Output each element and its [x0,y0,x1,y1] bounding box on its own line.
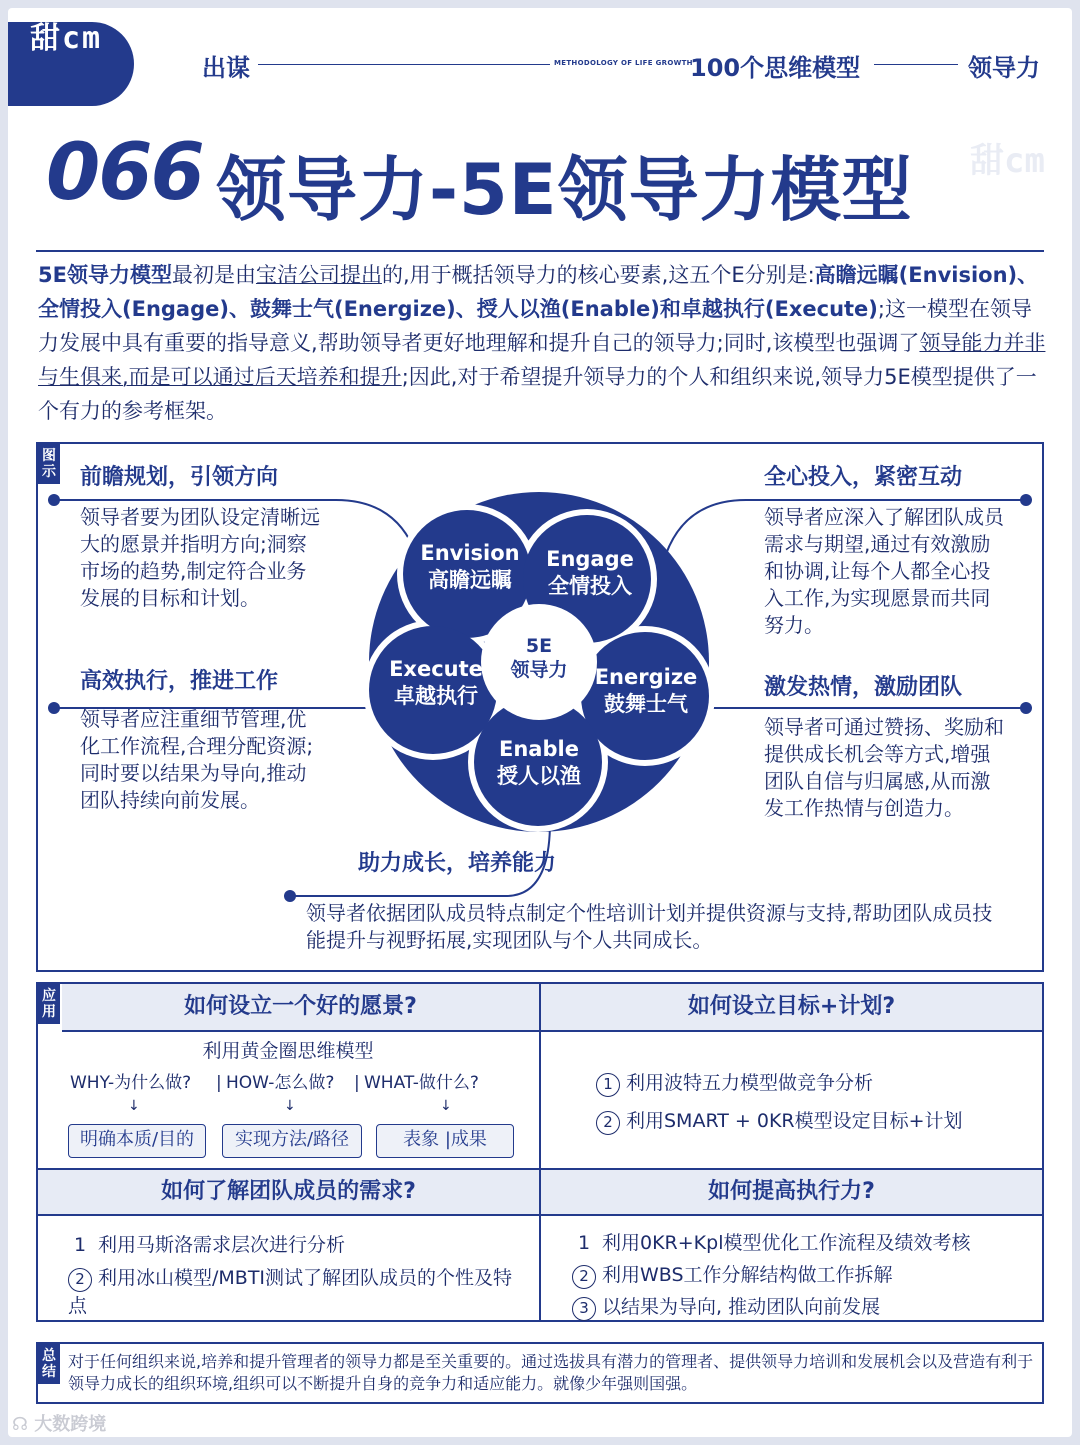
brand-icon: ☊ [12,1414,35,1435]
block-energize-title: 激发热情，激励团队 [764,675,963,700]
q4-item-3-text: 以结果为导向, 推动团队向前发展 [602,1296,881,1318]
petal-engage-zh: 全情投入 [548,574,632,598]
diagram-tag: 图示 [38,444,60,484]
q1-why: WHY-为什么做? [70,1073,192,1093]
connector-dot [1020,702,1032,714]
petal-envision-en: Envision [420,541,520,565]
header-divider [258,64,550,65]
intro-text: ;这一模型在领导力发展中具有重要的指导意义,帮助领导者更好地理解和提升自己的领导力;同时,该模型也强调了 [38,297,1032,355]
q4-item-3-marker: 3 [572,1297,596,1321]
q4-item-2-marker: 2 [572,1265,596,1289]
q3-item-1-marker: 1 [73,1234,87,1256]
q3-item-2 [68,1264,528,1320]
header-caption: METHODOLOGY OF LIFE GROWTH [554,59,693,67]
arrow-down-icon: ↓ [440,1098,452,1114]
intro-five-e: 高瞻远瞩(Envision)、全情投入(Engage)、鼓舞士气(Energize)、授人以渔(Enable)和卓越执行(Execute) [38,263,1039,321]
poster-page [8,8,1072,1437]
q2-item-1 [596,1068,873,1098]
petal-envision-zh: 高瞻远瞩 [428,568,512,592]
arrow-down-icon: ↓ [284,1098,296,1114]
summary-tag: 总结 [38,1344,60,1384]
connector-dot [1020,494,1032,506]
q2-item-2-text: 利用SMART + 0KR模型设定目标+计划 [626,1110,963,1132]
q2-header: 如何设立目标+计划? [541,984,1042,1032]
table-vertical-divider [539,982,541,1322]
petal-energize-en: Energize [594,665,698,689]
application-tag: 应用 [38,984,60,1024]
title-number: 066 [46,128,203,218]
q2-item-2-marker: 2 [596,1111,620,1135]
logo-text: 甜cm [30,21,103,56]
q3-item-1-text: 利用马斯洛需求层次进行分析 [98,1234,346,1256]
intro-origin: 宝洁公司提出 [255,263,382,287]
connector-dot [48,494,60,506]
block-envision-title: 前瞻规划，引领方向 [80,465,279,490]
summary-text: 对于任何组织来说,培养和提升管理者的领导力都是至关重要的。通过选拔具有潜力的管理者、提供领导力培训和发展机会以及营造有利于领导力成长的组织环境,组织可以不断提升自身的竞争力和适应能力。就像少年强则国强。 [68,1352,1034,1393]
intro-text: 最初是由 [171,263,256,287]
petal-execute [368,656,504,710]
footer-watermark-text: 大数跨境 [34,1414,107,1435]
block-energize-body: 领导者可通过赞扬、奖励和提供成长机会等方式,增强团队自信与归属感,从而激发工作热情与创造力。 [764,715,1004,820]
header-divider [874,64,958,65]
intro-text: 的,用于概括领导力的核心要素,这五个E分别是: [381,263,815,287]
q1-pill-method: 实现方法/路径 [222,1124,362,1158]
q2-item-1-marker: 1 [596,1073,620,1097]
intro-paragraph [38,258,1048,428]
q4-item-1-text: 利用0KR+Kpl模型优化工作流程及绩效考核 [602,1232,971,1254]
q4-item-1-marker: 1 [577,1232,591,1254]
intro-text: ;因此,对于希望提升领导力的个人和组织来说,领导力5E模型提供了一个有力的参考框架。 [38,365,1037,423]
q3-item-2-text: 利用冰山模型/MBTI测试了解团队成员的个性及特点 [68,1267,513,1317]
petal-energize-zh: 鼓舞士气 [604,692,688,716]
petal-engage [522,546,658,600]
q4-item-3 [572,1292,880,1322]
petal-enable [471,736,607,790]
petal-enable-en: Enable [499,737,579,761]
petal-execute-en: Execute [389,657,483,681]
block-engage-body: 领导者应深入了解团队成员需求与期望,通过有效激励和协调,让每个人都全心投入工作,为实现愿景而共同努力。 [764,505,1004,637]
q2-item-2 [596,1106,963,1136]
q1-model: 利用黄金圈思维模型 [202,1040,374,1062]
q4-item-2-text: 利用WBS工作分解结构做工作拆解 [602,1264,893,1286]
q2-item-1-text: 利用波特五力模型做竞争分析 [626,1072,874,1094]
intro-emphasis: 领导能力并非与生俱来,而是可以通过后天培养和提升 [38,331,1046,389]
q1-how: HOW-怎么做? [226,1073,335,1093]
intro-model-name: 5E领导力模型 [38,263,172,287]
q3-item-2-marker: 2 [68,1268,92,1292]
petal-enable-zh: 授人以渔 [497,764,581,788]
q1-how-divider: | [216,1073,222,1093]
block-enable-title: 助力成长，培养能力 [358,851,557,876]
page-title: 领导力-5E领导力模型 [216,149,913,231]
q4-header: 如何提高执行力? [541,1170,1042,1216]
q1-what-divider: | [354,1073,360,1093]
connector-dot [284,890,296,902]
q3-header: 如何了解团队成员的需求? [38,1170,539,1216]
title-rule [36,250,1044,252]
block-execute-title: 高效执行，推进工作 [80,669,279,694]
block-enable-body: 领导者依据团队成员特点制定个性培训计划并提供资源与支持,帮助团队成员技能提升与视野拓展,实现团队与个人共同成长。 [306,901,993,952]
footer-watermark [12,1410,106,1436]
block-execute-body: 领导者应注重细节管理,优化工作流程,合理分配资源;同时要以结果为导向,推动团队持续向前发展。 [80,707,314,812]
q1-pill-result: 表象 |成果 [376,1124,514,1158]
header-left-label: 出谋 [202,54,250,82]
header-center-label: 100个思维模型 [690,54,861,82]
q3-item-1 [68,1230,345,1260]
petal-engage-en: Engage [546,547,634,571]
q1-pill-essence: 明确本质/目的 [68,1124,206,1158]
connector-dot [48,702,60,714]
q1-header: 如何设立一个好的愿景? [62,984,539,1032]
block-engage-title: 全心投入，紧密互动 [764,465,963,490]
block-envision-body: 领导者要为团队设定清晰远大的愿景并指明方向;洞察市场的趋势,制定符合业务发展的目标和计划。 [80,505,320,610]
q4-item-2 [572,1260,893,1290]
q1-what: WHAT-做什么? [364,1073,479,1093]
petal-execute-zh: 卓越执行 [394,684,478,708]
arrow-down-icon: ↓ [128,1098,140,1114]
petal-energize [578,664,714,718]
wheel-center-label: 5E 领导力 [510,635,568,681]
title-watermark: 甜cm [970,141,1045,181]
q4-item-1 [572,1228,970,1258]
header-right-label: 领导力 [968,54,1040,82]
petal-envision [402,540,538,594]
